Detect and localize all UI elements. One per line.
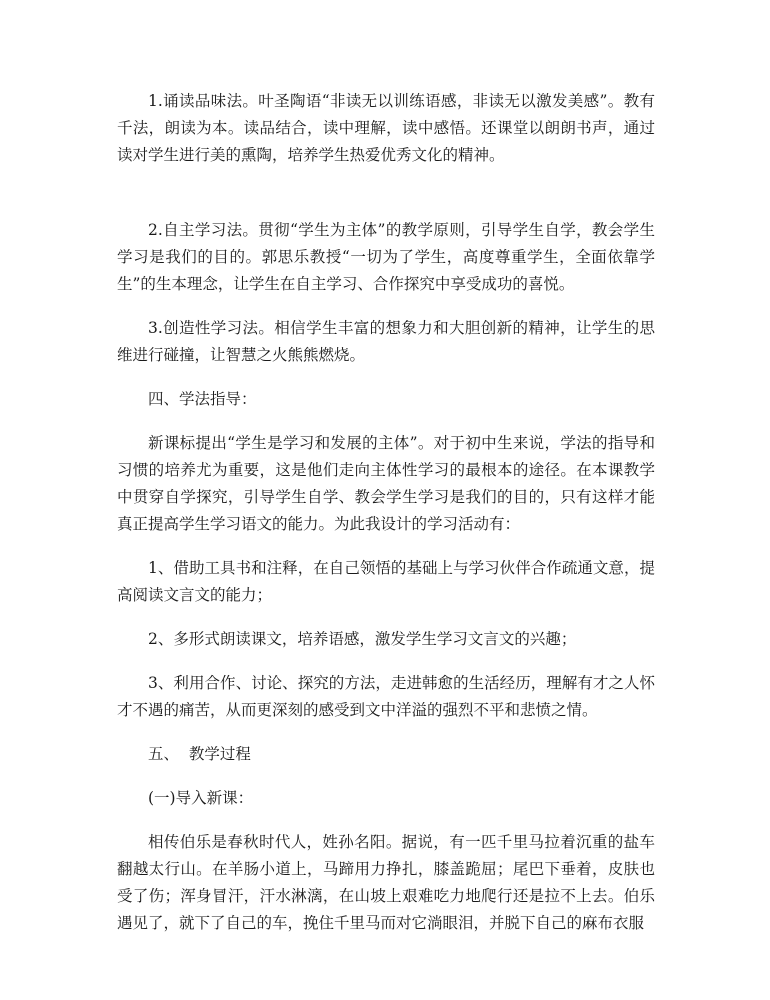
list-item-activity-1: 1、借助工具书和注释，在自己领悟的基础上与学习伙伴合作疏通文意，提高阅读文言文的能力；	[117, 559, 655, 604]
list-item-activity-2: 2、多形式朗读课文，培养语感，激发学生学习文言文的兴趣；	[148, 630, 577, 648]
heading-teaching-process: 五、 教学过程	[148, 745, 251, 763]
document-page	[117, 88, 655, 937]
paragraph-self-study-method: 2.自主学习法。贯彻“学生为主体”的教学原则，引导学生自学，教会学生学习是我们的目的。郭思乐教授“一切为了学生，高度尊重学生，全面依靠学生”的生本理念，让学生在自主学习、合作探究中享受成功的喜悦。	[117, 221, 655, 293]
paragraph-bole-story: 相传伯乐是春秋时代人，姓孙名阳。据说，有一匹千里马拉着沉重的盐车翻越太行山。在羊肠小道上，马蹄用力挣扎，膝盖跪屈；尾巴下垂着，皮肤也受了伤；浑身冒汗，汗水淋漓，在山坡上艰难吃力地爬行还是拉不上去。伯乐遇见了，就下了自己的车，挽住千里马而对它淌眼泪，并脱下自己的麻布衣服	[117, 833, 655, 932]
heading-study-guidance: 四、学法指导：	[148, 390, 257, 408]
paragraph-creative-method: 3.创造性学习法。相信学生丰富的想象力和大胆创新的精神，让学生的思维进行碰撞，让智慧之火熊熊燃烧。	[117, 319, 655, 364]
subheading-introduction: (一)导入新课：	[148, 789, 254, 807]
list-item-activity-3: 3、利用合作、讨论、探究的方法，走进韩愈的生活经历，理解有才之人怀才不遇的痛苦，从而更深刻的感受到文中洋溢的强烈不平和悲愤之情。	[117, 674, 655, 719]
paragraph-curriculum-standard: 新课标提出“学生是学习和发展的主体”。对于初中生来说，学法的指导和习惯的培养尤为重要，这是他们走向主体性学习的最根本的途径。在本课教学中贯穿自学探究，引导学生自学、教会学生学习是我们的目的，只有这样才能真正提高学生学习语文的能力。为此我设计的学习活动有：	[117, 434, 655, 533]
paragraph-recitation-method: 1.诵读品味法。叶圣陶语“非读无以训练语感，非读无以激发美感”。教有千法，朗读为本。读品结合，读中理解，读中感悟。还课堂以朗朗书声，通过读对学生进行美的熏陶，培养学生热爱优秀文化的精神。	[117, 92, 655, 164]
